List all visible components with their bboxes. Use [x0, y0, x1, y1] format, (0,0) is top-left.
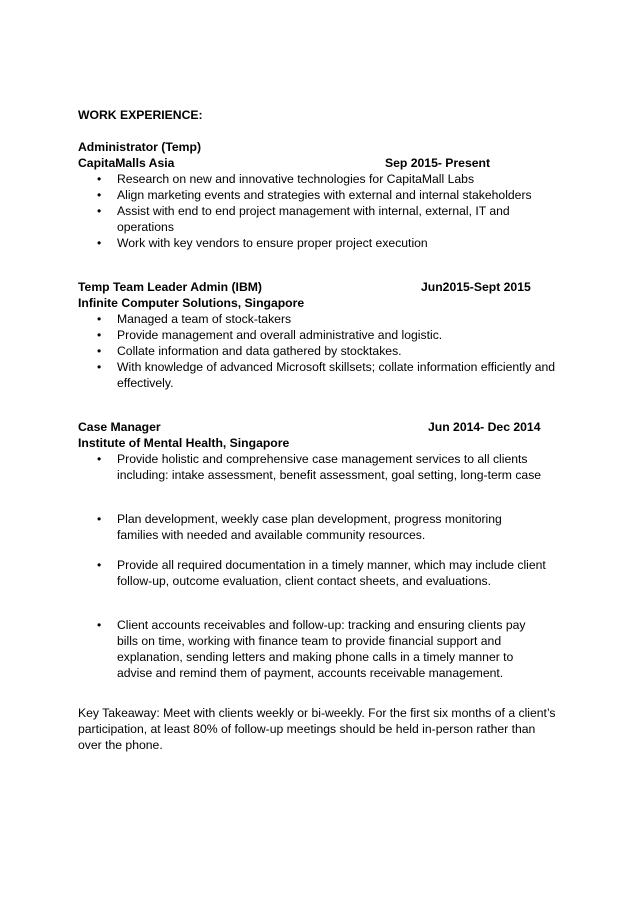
job-bullet: Work with key vendors to ensure proper project execution: [117, 236, 428, 250]
job-title: Temp Team Leader Admin (IBM): [78, 280, 262, 294]
job-title: Case Manager: [78, 420, 161, 434]
job-company: Infinite Computer Solutions, Singapore: [78, 296, 305, 310]
job-bullet: Plan development, weekly case plan development, progress monitoring families with needed and available community resources.: [117, 512, 502, 542]
job-bullet: Align marketing events and strategies with external and internal stakeholders: [117, 188, 532, 202]
bullet-marker: •: [97, 172, 102, 186]
section-heading: WORK EXPERIENCE:: [78, 108, 203, 122]
job-bullet: Provide all required documentation in a timely manner, which may include client follow-up, outcome evaluation, client contact sheets, and evaluations.: [117, 558, 546, 588]
job-company: Institute of Mental Health, Singapore: [78, 436, 290, 450]
bullet-marker: •: [97, 312, 102, 326]
job-bullet: With knowledge of advanced Microsoft skillsets; collate information efficiently and effectively.: [117, 360, 556, 390]
job-company: CapitaMalls Asia: [78, 156, 175, 170]
bullet-marker: •: [97, 188, 102, 202]
bullet-marker: •: [97, 558, 102, 572]
job-dates: Jun2015-Sept 2015: [421, 280, 531, 294]
bullet-marker: •: [97, 236, 102, 250]
job-bullet: Managed a team of stock-takers: [117, 312, 292, 326]
bullet-marker: •: [97, 618, 102, 632]
bullet-marker: •: [97, 512, 102, 526]
bullet-marker: •: [97, 452, 102, 466]
job-bullet: Assist with end to end project management with internal, external, IT and operations: [117, 204, 510, 234]
job-bullet: Collate information and data gathered by stocktakes.: [117, 344, 402, 358]
key-takeaway: Key Takeaway: Meet with clients weekly or bi-weekly. For the first six months of a client’s participation, at least 80% of follow-up meetings should be held in-person rather than over the phone.: [78, 706, 556, 752]
job-dates: Jun 2014- Dec 2014: [428, 420, 541, 434]
bullet-marker: •: [97, 360, 102, 374]
bullet-marker: •: [97, 328, 102, 342]
job-bullet: Client accounts receivables and follow-up: tracking and ensuring clients pay bills on time, working with finance team to provide financial support and explanation, sending letters and making phone calls in a timely manner to advise and remind them of payment, accounts receivable management.: [117, 618, 526, 680]
job-title: Administrator (Temp): [78, 140, 202, 154]
job-bullet: Research on new and innovative technologies for CapitaMall Labs: [117, 172, 475, 186]
job-bullet: Provide management and overall administrative and logistic.: [117, 328, 443, 342]
job-dates: Sep 2015- Present: [385, 156, 491, 170]
bullet-marker: •: [97, 204, 102, 218]
bullet-marker: •: [97, 344, 102, 358]
job-bullet: Provide holistic and comprehensive case management services to all clients including: intake assessment, benefit assessment, goal setting, long-term case: [117, 452, 542, 482]
